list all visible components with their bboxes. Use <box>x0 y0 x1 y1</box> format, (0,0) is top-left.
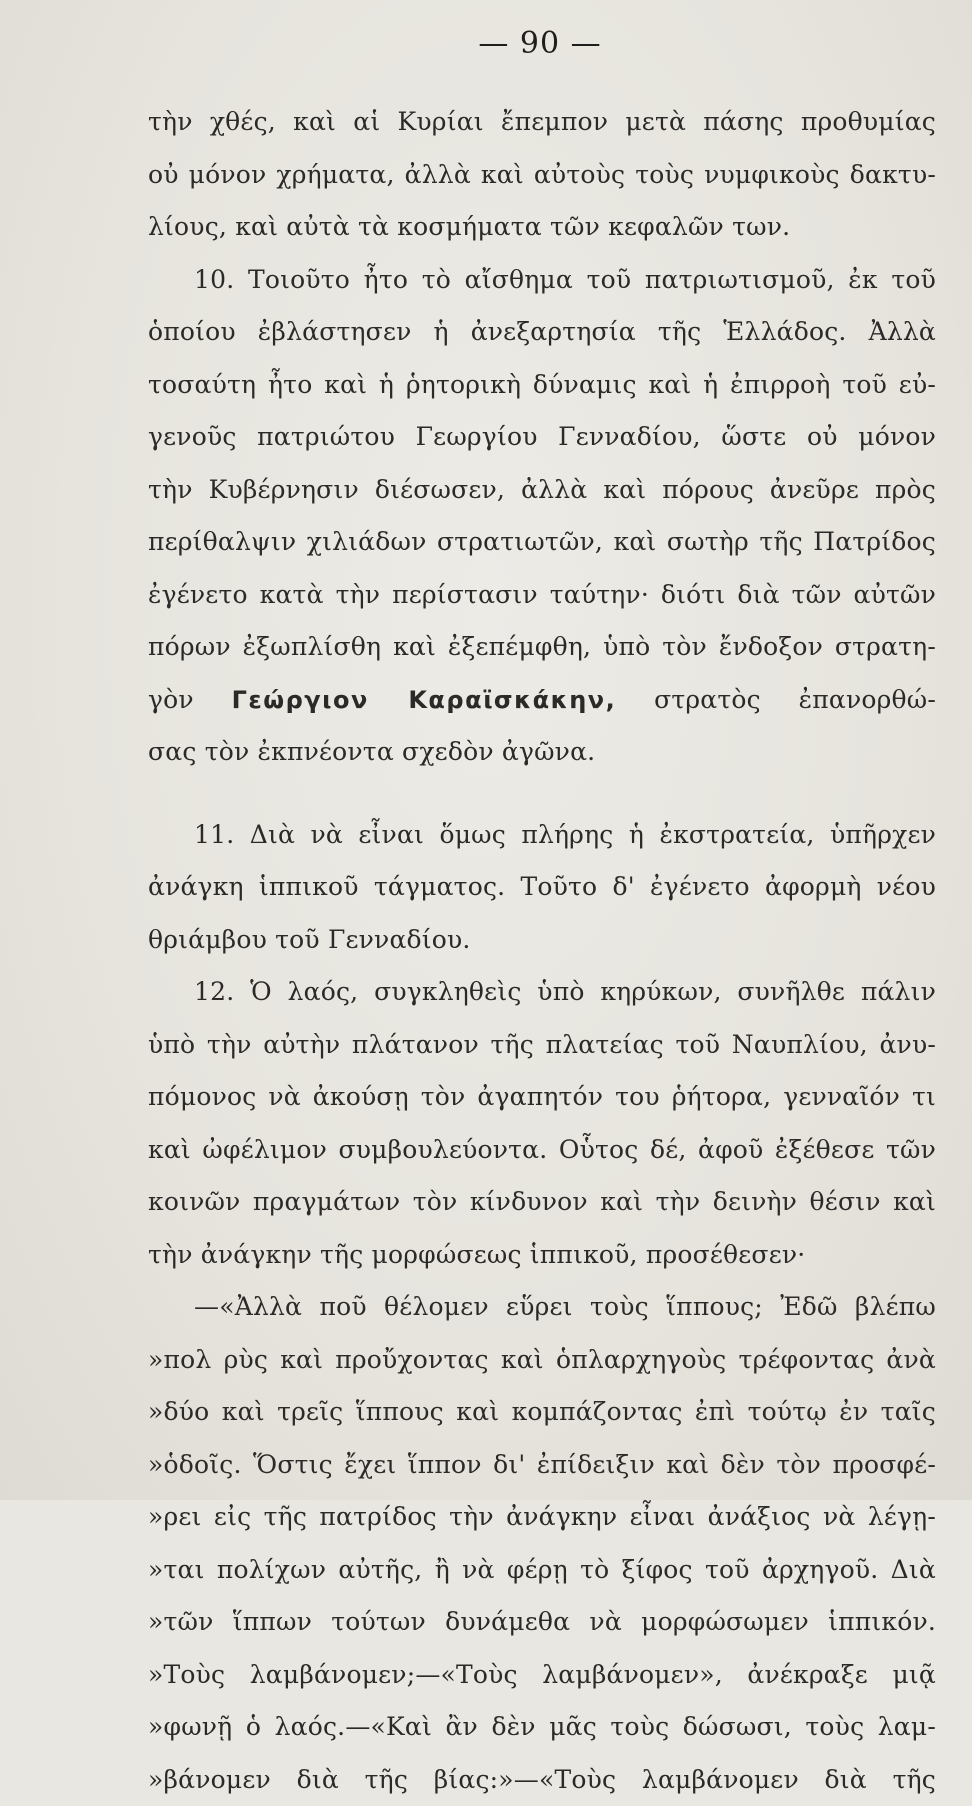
paragraph-11-start: 11. Διὰ νὰ εἶναι ὅμως πλήρης ἡ ἐκστρατεία, ὑπῆρχεν <box>148 809 936 862</box>
text-line: ὑπὸ τὴν αὐτὴν πλάτανον τῆς πλατείας τοῦ Ναυπλίου, ἀνυ- <box>148 1019 936 1072</box>
text-line: λίους, καὶ αὐτὰ τὰ κοσμήματα τῶν κεφαλῶν των. <box>148 201 936 254</box>
quote-line: »ὁδοῖς. Ὅστις ἔχει ἵππον δι' ἐπίδειξιν καὶ δὲν τὸν προσφέ- <box>148 1439 936 1492</box>
page-number: — 90 — <box>0 26 972 61</box>
quote-line: »φωνῇ ὁ λαός.—«Καὶ ἂν δὲν μᾶς τοὺς δώσωσι, τοὺς λαμ- <box>148 1701 936 1754</box>
paragraph-12-start: 12. Ὁ λαός, συγκληθεὶς ὑπὸ κηρύκων, συνῆλθε πάλιν <box>148 966 936 1019</box>
text-line: οὐ μόνον χρήματα, ἀλλὰ καὶ αὐτοὺς τοὺς νυμφικοὺς δακτυ- <box>148 149 936 202</box>
text-line: θριάμβου τοῦ Γενναδίου. <box>148 914 936 967</box>
bold-name: Γεώργιον Καραϊσκάκην, <box>232 686 617 714</box>
text-line-with-bold-name <box>148 674 936 727</box>
text-line: γενοῦς πατριώτου Γεωργίου Γενναδίου, ὥστε οὐ μόνον <box>148 411 936 464</box>
quote-line: »ται πολίχων αὐτῆς, ἢ νὰ φέρῃ τὸ ξίφος τοῦ ἀρχηγοῦ. Διὰ <box>148 1544 936 1597</box>
text-line: τὴν Κυβέρνησιν διέσωσεν, ἀλλὰ καὶ πόρους ἀνεῦρε πρὸς <box>148 464 936 517</box>
text-fragment: γὸν <box>148 685 194 714</box>
text-line: ἐγένετο κατὰ τὴν περίστασιν ταύτην· διότι διὰ τῶν αὐτῶν <box>148 569 936 622</box>
quote-line: »πολ ρὺς καὶ προὔχοντας καὶ ὁπλαρχηγοὺς τρέφοντας ἀνὰ <box>148 1334 936 1387</box>
text-line: ἀνάγκη ἱππικοῦ τάγματος. Τοῦτο δ' ἐγένετο ἀφορμὴ νέου <box>148 861 936 914</box>
text-line: πόμονος νὰ ἀκούσῃ τὸν ἀγαπητόν του ῥήτορα, γενναῖόν τι <box>148 1071 936 1124</box>
text-line: καὶ ὠφέλιμον συμβουλεύοντα. Οὗτος δέ, ἀφοῦ ἐξέθεσε τῶν <box>148 1124 936 1177</box>
text-line: ὁποίου ἐβλάστησεν ἡ ἀνεξαρτησία τῆς Ἑλλάδος. Ἀλλὰ <box>148 306 936 359</box>
quote-line: »Τοὺς λαμβάνομεν;—«Τοὺς λαμβάνομεν», ἀνέκραξε μιᾷ <box>148 1649 936 1702</box>
quote-line: »δύο καὶ τρεῖς ἵππους καὶ κομπάζοντας ἐπὶ τούτῳ ἐν ταῖς <box>148 1386 936 1439</box>
text-line: τὴν ἀνάγκην τῆς μορφώσεως ἱππικοῦ, προσέθεσεν· <box>148 1229 936 1282</box>
paragraph-10-start: 10. Τοιοῦτο ἦτο τὸ αἴσθημα τοῦ πατριωτισμοῦ, ἐκ τοῦ <box>148 254 936 307</box>
text-line: πόρων ἐξωπλίσθη καὶ ἐξεπέμφθη, ὑπὸ τὸν ἔνδοξον στρατη- <box>148 621 936 674</box>
quote-line: »ρει εἰς τῆς πατρίδος τὴν ἀνάγκην εἶναι ἀνάξιος νὰ λέγῃ- <box>148 1491 936 1544</box>
quote-start: —«Ἀλλὰ ποῦ θέλομεν εὕρει τοὺς ἵππους; Ἐδῶ βλέπω <box>148 1281 936 1334</box>
quote-line: »τῶν ἵππων τούτων δυνάμεθα νὰ μορφώσωμεν ἱππικόν. <box>148 1596 936 1649</box>
text-line: κοινῶν πραγμάτων τὸν κίνδυνον καὶ τὴν δεινὴν θέσιν καὶ <box>148 1176 936 1229</box>
text-line: τοσαύτη ἦτο καὶ ἡ ῥητορικὴ δύναμις καὶ ἡ ἐπιρροὴ τοῦ εὐ- <box>148 359 936 412</box>
text-line: περίθαλψιν χιλιάδων στρατιωτῶν, καὶ σωτὴρ τῆς Πατρίδος <box>148 516 936 569</box>
quote-line: »βάνομεν διὰ τῆς βίας:»—«Τοὺς λαμβάνομεν διὰ τῆς <box>148 1754 936 1806</box>
text-fragment: στρατὸς ἐπανορθώ- <box>654 685 936 714</box>
body-text <box>148 96 936 1806</box>
text-line: τὴν χθές, καὶ αἱ Κυρίαι ἔπεμπον μετὰ πάσης προθυμίας <box>148 96 936 149</box>
text-line: σας τὸν ἐκπνέοντα σχεδὸν ἀγῶνα. <box>148 726 936 779</box>
